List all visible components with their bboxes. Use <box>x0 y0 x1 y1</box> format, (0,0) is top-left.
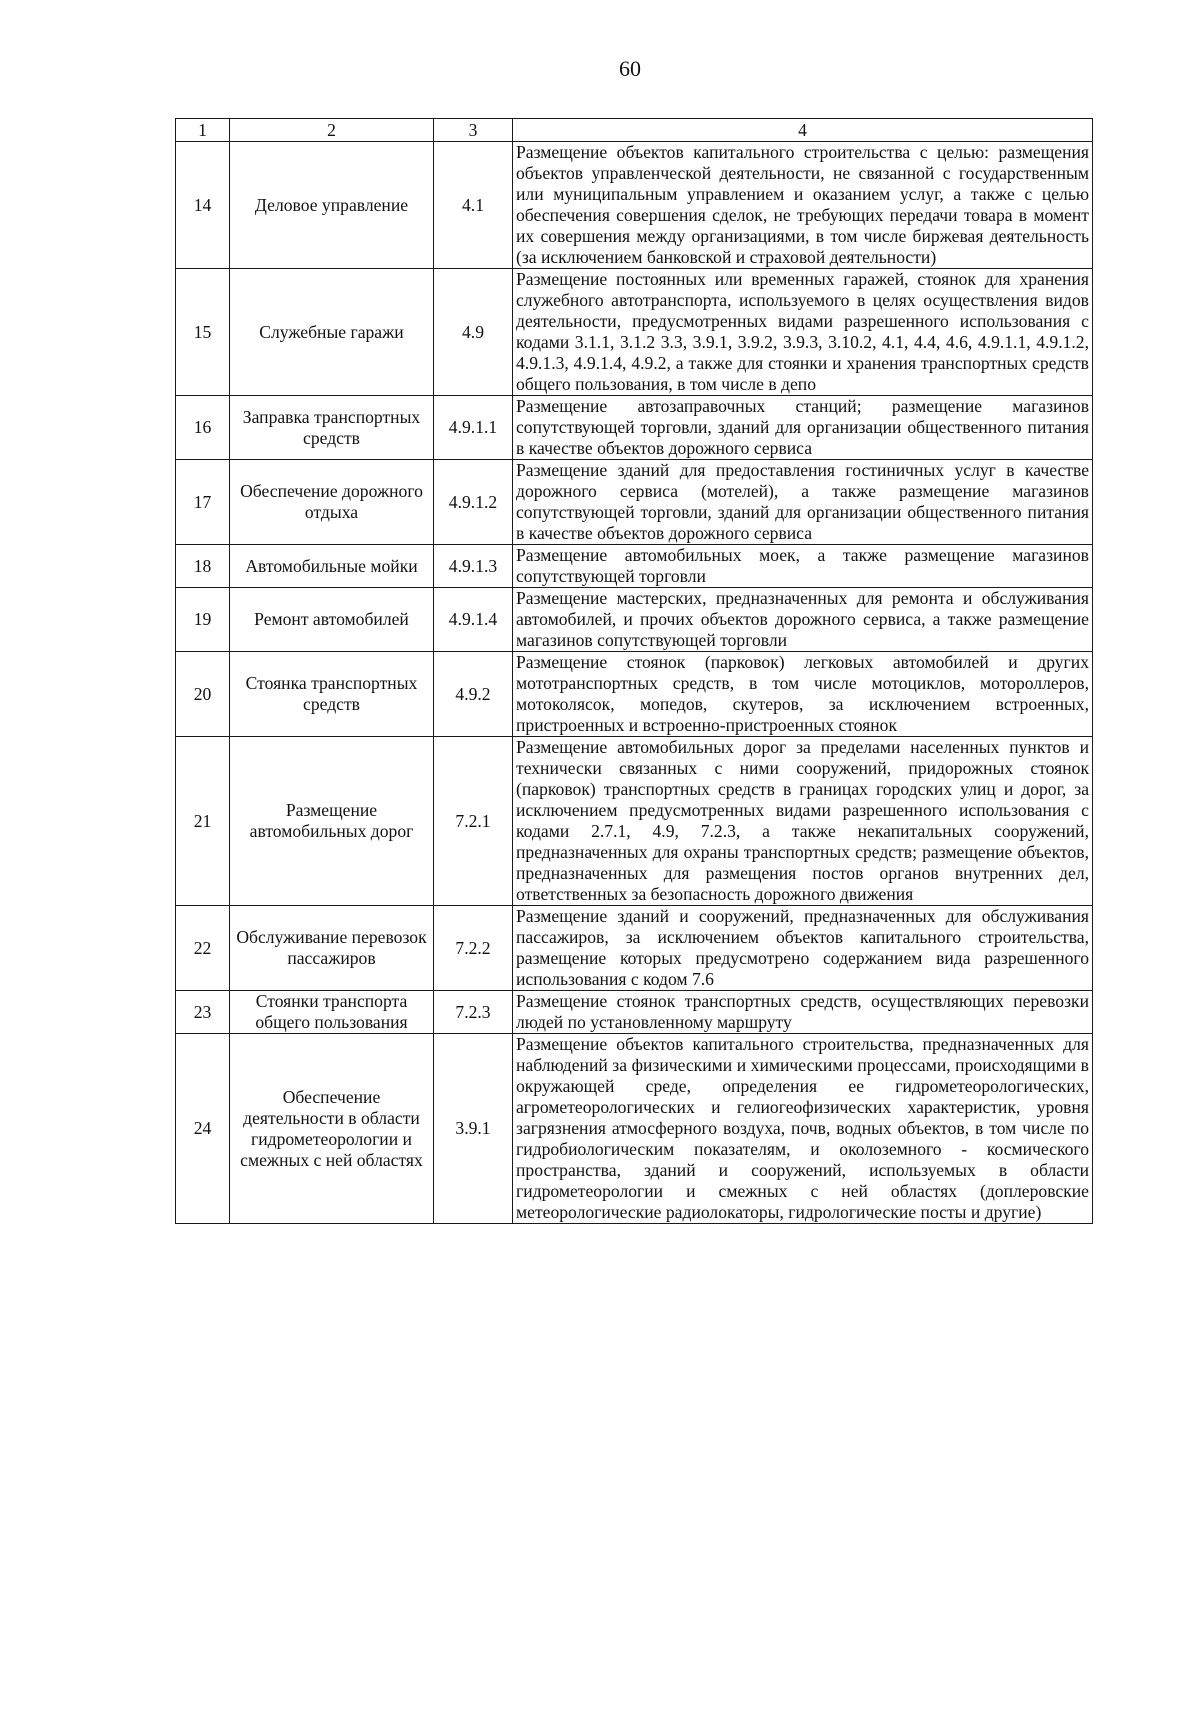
use-type-code: 4.1 <box>434 142 513 269</box>
table-row <box>176 142 1093 269</box>
use-type-name: Ремонт автомобилей <box>230 588 434 652</box>
row-number: 23 <box>176 991 230 1034</box>
table-row <box>176 737 1093 906</box>
use-type-description: Размещение автозаправочных станций; размещение магазинов сопутствующей торговли, зданий для организации общественного питания в качестве объектов дорожного сервиса <box>513 396 1093 460</box>
use-type-name: Деловое управление <box>230 142 434 269</box>
table-row <box>176 906 1093 991</box>
use-type-description: Размещение зданий для предоставления гостиничных услуг в качестве дорожного сервиса (мотелей), а также размещение магазинов сопутствующей торговли, зданий для организации общественного питания в качестве объектов дорожного сервиса <box>513 460 1093 545</box>
use-type-code: 4.9.1.4 <box>434 588 513 652</box>
use-type-name: Автомобильные мойки <box>230 545 434 588</box>
row-number: 20 <box>176 652 230 737</box>
use-type-name: Обеспечение дорожного отдыха <box>230 460 434 545</box>
table-row <box>176 269 1093 396</box>
row-number: 19 <box>176 588 230 652</box>
use-type-description: Размещение зданий и сооружений, предназначенных для обслуживания пассажиров, за исключением объектов капитального строительства, размещение которых предусмотрено содержанием вида разрешенного использования с кодом 7.6 <box>513 906 1093 991</box>
use-type-code: 7.2.3 <box>434 991 513 1034</box>
table-header-row <box>176 119 1093 142</box>
table-row <box>176 652 1093 737</box>
row-number: 15 <box>176 269 230 396</box>
table-row <box>176 460 1093 545</box>
row-number: 24 <box>176 1034 230 1224</box>
use-type-name: Служебные гаражи <box>230 269 434 396</box>
use-type-name: Стоянка транспортных средств <box>230 652 434 737</box>
table-row <box>176 588 1093 652</box>
use-type-code: 4.9.1.1 <box>434 396 513 460</box>
row-number: 22 <box>176 906 230 991</box>
use-type-name: Размещение автомобильных дорог <box>230 737 434 906</box>
use-type-description: Размещение объектов капитального строительства, предназначенных для наблюдений за физическими и химическими процессами, происходящими в окружающей среде, определения ее гидрометеорологических, агрометеорологических и гелиогеофизических характеристик, уровня загрязнения атмосферного воздуха, почв, водных объектов, в том числе по гидробиологическим показателям, и околоземного - космического пространства, зданий и сооружений, используемых в области гидрометеорологии и смежных с ней областях (доплеровские метеорологические радиолокаторы, гидрологические посты и другие) <box>513 1034 1093 1224</box>
use-type-description: Размещение автомобильных дорог за пределами населенных пунктов и технически связанных с ними сооружений, придорожных стоянок (парковок) транспортных средств в границах городских улиц и дорог, за исключением предусмотренных видами разрешенного использования с кодами 2.7.1, 4.9, 7.2.3, а также некапитальных сооружений, предназначенных для охраны транспортных средств; размещение объектов, предназначенных для размещения постов органов внутренних дел, ответственных за безопасность дорожного движения <box>513 737 1093 906</box>
use-type-code: 3.9.1 <box>434 1034 513 1224</box>
use-type-name: Заправка транспортных средств <box>230 396 434 460</box>
use-type-name: Обслуживание перевозок пассажиров <box>230 906 434 991</box>
use-type-description: Размещение постоянных или временных гаражей, стоянок для хранения служебного автотранспорта, используемого в целях осуществления видов деятельности, предусмотренных видами разрешенного использования с кодами 3.1.1, 3.1.2 3.3, 3.9.1, 3.9.2, 3.9.3, 3.10.2, 4.1, 4.4, 4.6, 4.9.1.1, 4.9.1.2, 4.9.1.3, 4.9.1.4, 4.9.2, а также для стоянки и хранения транспортных средств общего пользования, в том числе в депо <box>513 269 1093 396</box>
use-type-code: 4.9.2 <box>434 652 513 737</box>
row-number: 14 <box>176 142 230 269</box>
use-type-code: 7.2.2 <box>434 906 513 991</box>
use-type-name: Обеспечение деятельности в области гидрометеорологии и смежных с ней областях <box>230 1034 434 1224</box>
table-row <box>176 545 1093 588</box>
table-row <box>176 991 1093 1034</box>
use-type-description: Размещение объектов капитального строительства с целью: размещения объектов управленческой деятельности, не связанной с государственным или муниципальным управлением и оказанием услуг, а также с целью обеспечения совершения сделок, не требующих передачи товара в момент их совершения между организациями, в том числе биржевая деятельность (за исключением банковской и страховой деятельности) <box>513 142 1093 269</box>
land-use-table <box>175 118 1093 1224</box>
table-row <box>176 1034 1093 1224</box>
use-type-description: Размещение стоянок транспортных средств, осуществляющих перевозки людей по установленному маршруту <box>513 991 1093 1034</box>
table-row <box>176 396 1093 460</box>
page-number: 60 <box>619 56 641 81</box>
use-type-name: Стоянки транспорта общего пользования <box>230 991 434 1034</box>
row-number: 16 <box>176 396 230 460</box>
column-header-4: 4 <box>513 119 1093 142</box>
use-type-code: 4.9.1.2 <box>434 460 513 545</box>
use-type-description: Размещение стоянок (парковок) легковых автомобилей и других мототранспортных средств, в том числе мотоциклов, мотороллеров, мотоколясок, мопедов, скутеров, за исключением встроенных, пристроенных и встроенно-пристроенных стоянок <box>513 652 1093 737</box>
column-header-3: 3 <box>434 119 513 142</box>
use-type-description: Размещение автомобильных моек, а также размещение магазинов сопутствующей торговли <box>513 545 1093 588</box>
column-header-1: 1 <box>176 119 230 142</box>
use-type-code: 7.2.1 <box>434 737 513 906</box>
use-type-description: Размещение мастерских, предназначенных для ремонта и обслуживания автомобилей, и прочих объектов дорожного сервиса, а также размещение магазинов сопутствующей торговли <box>513 588 1093 652</box>
use-type-code: 4.9 <box>434 269 513 396</box>
column-header-2: 2 <box>230 119 434 142</box>
row-number: 21 <box>176 737 230 906</box>
row-number: 17 <box>176 460 230 545</box>
use-type-code: 4.9.1.3 <box>434 545 513 588</box>
row-number: 18 <box>176 545 230 588</box>
